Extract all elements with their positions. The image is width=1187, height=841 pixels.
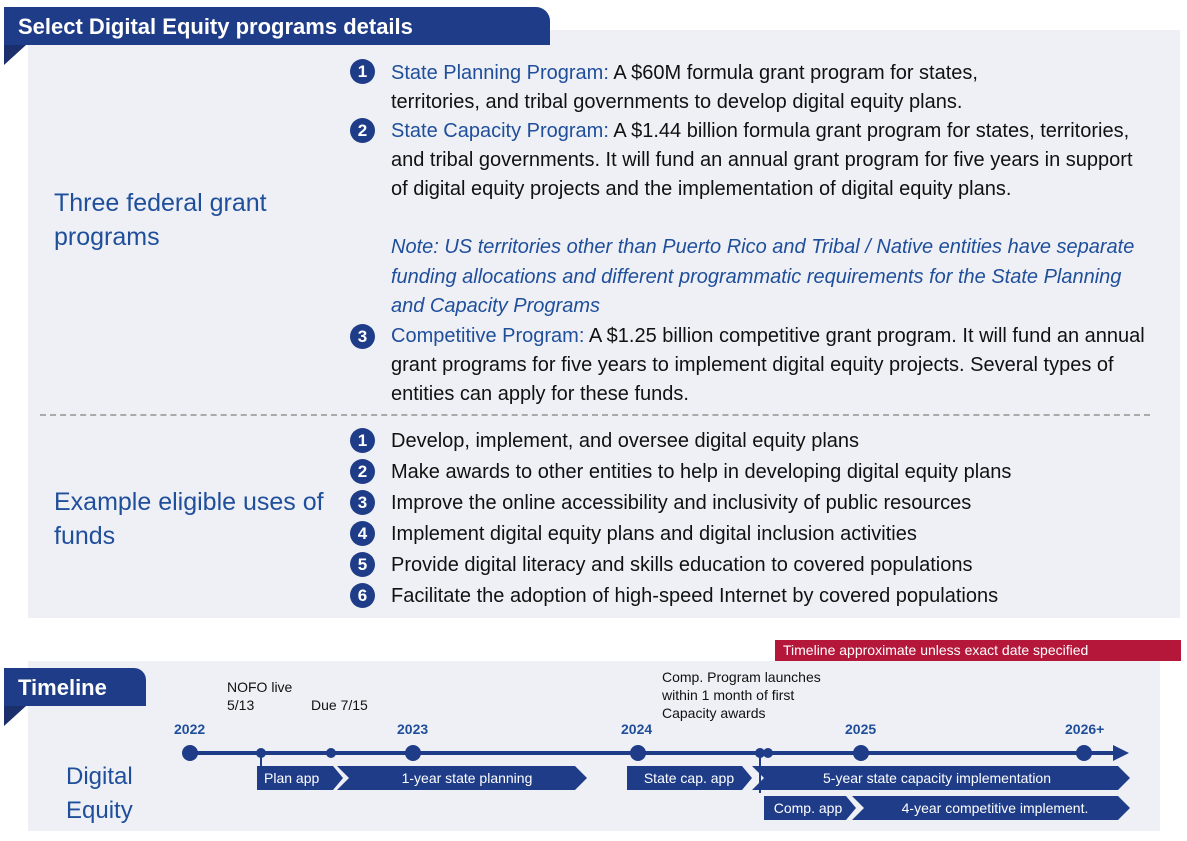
- grant-number-2: 2: [350, 118, 375, 143]
- grant-note: Note: US territories other than Puerto Rico and Tribal / Native entities have separate funding allocations and different programmatic requirements for the State Planning and Capacity Programs: [391, 236, 1135, 317]
- grant-description: A $1.44 billion formula grant program for states, territories, and tribal governments. It will fund an annual grant program for five years in support of digital equity projects and the implementation of digital equity plans.: [391, 120, 1133, 200]
- use-number-4: 4: [350, 521, 375, 546]
- grant-name: State Capacity Program:: [391, 120, 609, 142]
- grants-row-label: Three federal grant programs: [54, 189, 267, 251]
- annotation-due: Due 7/15: [311, 697, 368, 713]
- dot-2025: [853, 745, 869, 761]
- timeline-arrowhead: [1113, 745, 1129, 761]
- use-item-3: Improve the online accessibility and inclusivity of public resources: [391, 492, 972, 514]
- use-item-2: Make awards to other entities to help in developing digital equity plans: [391, 461, 1012, 483]
- bar-state-cap-app-label: State cap. app: [643, 770, 735, 786]
- dot-2024: [630, 745, 646, 761]
- grant-description: A $60M formula grant program for states, territories, and tribal governments to develop digital equity plans.: [391, 62, 978, 113]
- timeline-disclaimer: Timeline approximate unless exact date specified: [775, 640, 1181, 661]
- bar-capacity-impl-label: 5-year state capacity implementation: [823, 770, 1051, 786]
- year-2025: 2025: [845, 721, 877, 737]
- bar-comp-app-label: Comp. app: [773, 800, 843, 816]
- use-item-5: Provide digital literacy and skills education to covered populations: [391, 554, 973, 576]
- use-number-5: 5: [350, 552, 375, 577]
- grant-name: State Planning Program:: [391, 62, 609, 84]
- grant-name: Competitive Program:: [391, 325, 585, 347]
- dot-due: [326, 748, 336, 758]
- bar-comp-impl-label: 4-year competitive implement.: [901, 800, 1089, 816]
- dot-comp-launch: [763, 748, 773, 758]
- uses-row-label: Example eligible uses of funds: [54, 488, 324, 550]
- use-number-1: 1: [350, 428, 375, 453]
- grant-description: A $1.25 billion competitive grant program. It will fund an annual grant programs for five years to implement digital equity projects. Several types of entities can apply for these funds.: [391, 325, 1145, 405]
- year-2023: 2023: [397, 721, 429, 737]
- use-item-4: Implement digital equity plans and digital inclusion activities: [391, 523, 917, 545]
- use-item-1: Develop, implement, and oversee digital equity plans: [391, 430, 860, 452]
- dot-2023: [405, 745, 421, 761]
- use-number-3: 3: [350, 490, 375, 515]
- year-2026: 2026+: [1065, 721, 1105, 737]
- dot-2022: [182, 745, 198, 761]
- use-number-6: 6: [350, 583, 375, 608]
- grant-number-3: 3: [350, 324, 375, 349]
- dot-2026: [1076, 745, 1092, 761]
- digital-equity-label: Digital Equity: [66, 763, 133, 824]
- use-number-2: 2: [350, 459, 375, 484]
- section-title: Select Digital Equity programs details: [4, 7, 550, 45]
- grant-number-1: 1: [350, 59, 375, 84]
- timeline-title: Timeline: [4, 668, 146, 706]
- bar-plan-app-label: Plan app: [264, 770, 320, 786]
- annotation-nofo: NOFO live 5/13: [227, 679, 293, 713]
- year-2024: 2024: [621, 721, 653, 737]
- use-item-6: Facilitate the adoption of high-speed Internet by covered populations: [391, 585, 999, 607]
- year-2022: 2022: [174, 721, 206, 737]
- annotation-comp: Comp. Program launches within 1 month of first Capacity awards: [662, 669, 821, 721]
- bar-state-planning-label: 1-year state planning: [401, 770, 533, 786]
